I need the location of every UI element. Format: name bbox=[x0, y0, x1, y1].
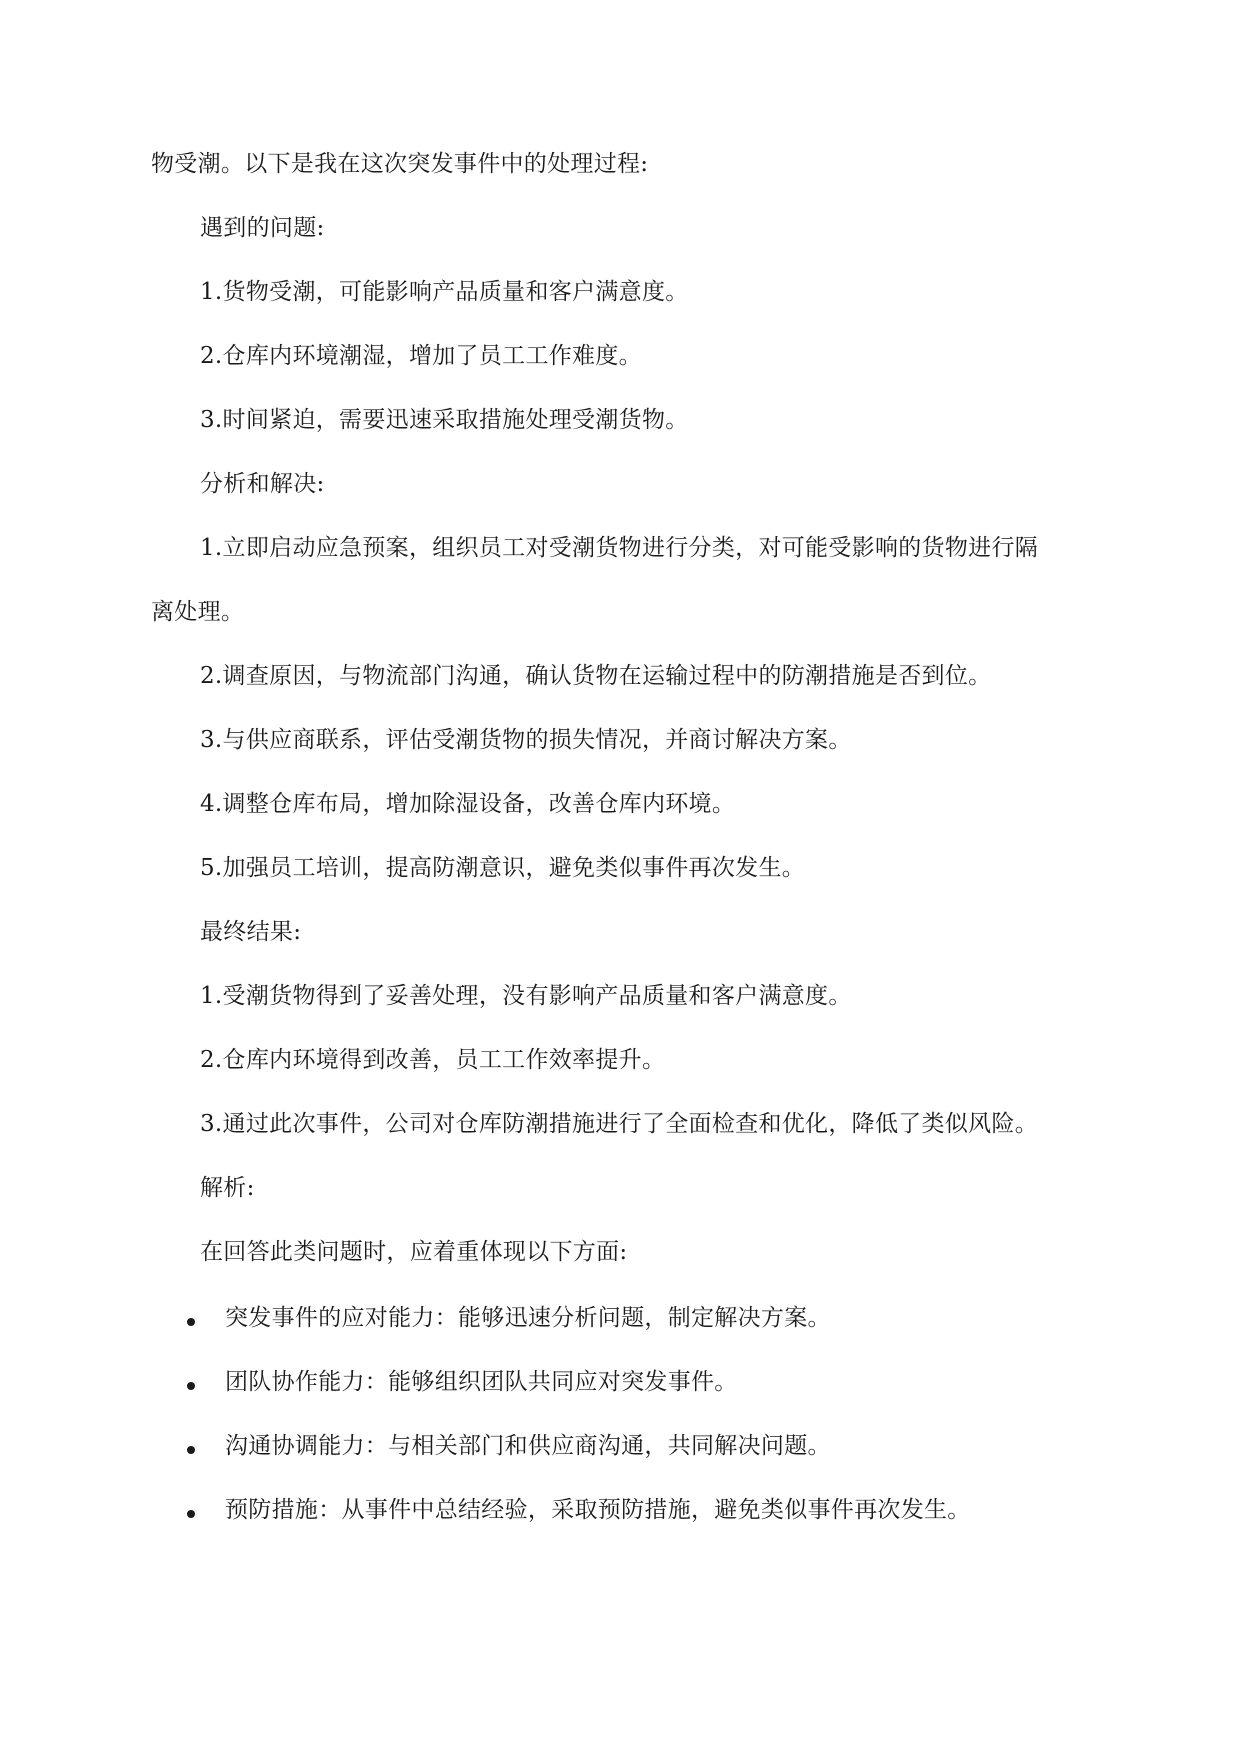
bullet-dot-icon bbox=[187, 1318, 195, 1326]
result-item: 3.通过此次事件，公司对仓库防潮措施进行了全面检查和优化，降低了类似风险。 bbox=[200, 1111, 1039, 1137]
analysis-item: 5.加强员工培训，提高防潮意识，避免类似事件再次发生。 bbox=[200, 855, 806, 881]
bullet-dot-icon bbox=[187, 1510, 195, 1518]
result-item: 1.受潮货物得到了妥善处理，没有影响产品质量和客户满意度。 bbox=[200, 983, 852, 1009]
bullet-item: 突发事件的应对能力：能够迅速分析问题，制定解决方案。 bbox=[225, 1305, 831, 1331]
problem-item: 2.仓库内环境潮湿，增加了员工工作难度。 bbox=[200, 343, 642, 369]
analysis-heading: 分析和解决: bbox=[200, 471, 325, 497]
bullet-item: 团队协作能力：能够组织团队共同应对突发事件。 bbox=[225, 1369, 738, 1395]
bullet-dot-icon bbox=[187, 1382, 195, 1390]
explain-intro: 在回答此类问题时，应着重体现以下方面: bbox=[200, 1239, 628, 1265]
analysis-item-continuation: 离处理。 bbox=[151, 599, 245, 625]
result-heading: 最终结果: bbox=[200, 919, 302, 945]
analysis-item: 1.立即启动应急预案，组织员工对受潮货物进行分类，对可能受影响的货物进行隔 bbox=[200, 535, 1039, 561]
explain-heading: 解析: bbox=[200, 1175, 255, 1201]
intro-paragraph: 物受潮。以下是我在这次突发事件中的处理过程: bbox=[151, 151, 649, 177]
analysis-item: 2.调查原因，与物流部门沟通，确认货物在运输过程中的防潮措施是否到位。 bbox=[200, 663, 992, 689]
analysis-item: 4.调整仓库布局，增加除湿设备，改善仓库内环境。 bbox=[200, 791, 736, 817]
result-item: 2.仓库内环境得到改善，员工工作效率提升。 bbox=[200, 1047, 666, 1073]
analysis-item: 3.与供应商联系，评估受潮货物的损失情况，并商讨解决方案。 bbox=[200, 727, 852, 753]
bullet-dot-icon bbox=[187, 1446, 195, 1454]
problems-heading: 遇到的问题: bbox=[200, 215, 325, 241]
bullet-item: 预防措施：从事件中总结经验，采取预防措施，避免类似事件再次发生。 bbox=[225, 1497, 971, 1523]
bullet-item: 沟通协调能力：与相关部门和供应商沟通，共同解决问题。 bbox=[225, 1433, 831, 1459]
problem-item: 1.货物受潮，可能影响产品质量和客户满意度。 bbox=[200, 279, 689, 305]
problem-item: 3.时间紧迫，需要迅速采取措施处理受潮货物。 bbox=[200, 407, 689, 433]
